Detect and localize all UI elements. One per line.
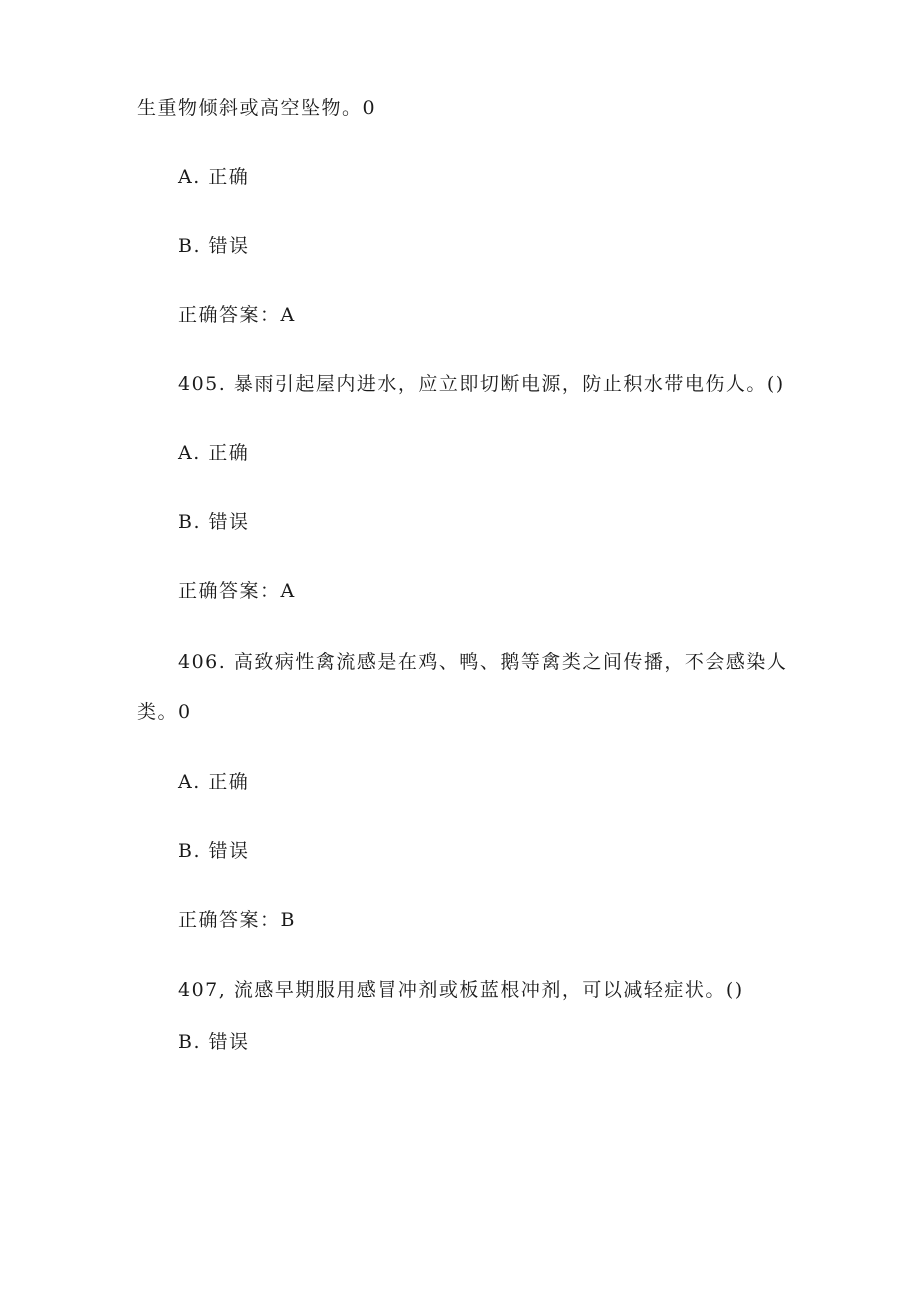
question-407: 407, 流感早期服用感冒冲剂或板蓝根冲剂，可以减轻症状。()	[178, 979, 744, 1001]
option-a: A. 正确	[178, 166, 250, 188]
option-a: A. 正确	[178, 771, 250, 793]
option-b: B. 错误	[178, 235, 250, 257]
option-b: B. 错误	[178, 840, 250, 862]
answer-405: 正确答案：A	[178, 580, 296, 602]
question-406-continuation: 类。0	[137, 701, 192, 723]
question-405: 405. 暴雨引起屋内进水，应立即切断电源，防止积水带电伤人。()	[178, 373, 785, 395]
question-404-continuation: 生重物倾斜或高空坠物。0	[137, 97, 377, 119]
option-b: B. 错误	[178, 511, 250, 533]
question-406: 406. 高致病性禽流感是在鸡、鸭、鹅等禽类之间传播，不会感染人	[178, 651, 788, 673]
option-b: B. 错误	[178, 1031, 250, 1053]
answer-404: 正确答案：A	[178, 304, 296, 326]
option-a: A. 正确	[178, 442, 250, 464]
answer-406: 正确答案：B	[178, 909, 296, 931]
